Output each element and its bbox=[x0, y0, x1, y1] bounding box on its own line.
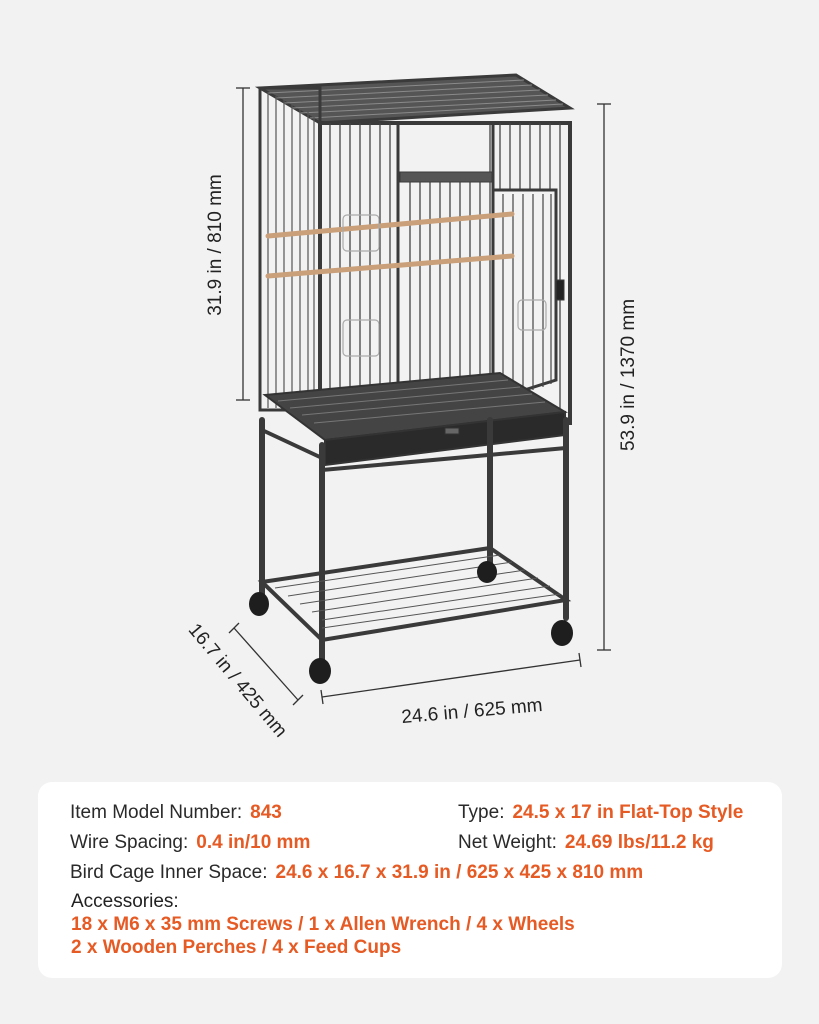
total-height-label: 53.9 in / 1370 mm bbox=[618, 298, 639, 452]
net-weight-value: 24.69 lbs/11.2 kg bbox=[564, 832, 714, 853]
inner-space-value: 24.6 x 16.7 x 31.9 in / 625 x 425 x 810 mm bbox=[275, 862, 644, 883]
wire-spacing-label: Wire Spacing: bbox=[70, 832, 189, 853]
wheels bbox=[249, 561, 573, 684]
inner-space-row bbox=[70, 862, 643, 884]
feed-cups bbox=[343, 215, 546, 356]
type-row bbox=[458, 802, 743, 824]
width-label: 24.6 in / 625 mm bbox=[400, 694, 544, 729]
wire-spacing-value: 0.4 in/10 mm bbox=[196, 832, 311, 853]
depth-label: 16.7 in / 425 mm bbox=[183, 619, 291, 742]
accessories-line: 2 x Wooden Perches / 4 x Feed Cups bbox=[71, 937, 402, 958]
cage-frame bbox=[260, 75, 570, 423]
net-weight-row bbox=[458, 832, 714, 854]
wire-spacing-row bbox=[70, 832, 310, 854]
spec-card bbox=[38, 782, 782, 978]
model-number-row bbox=[70, 802, 282, 824]
accessories-line: 18 x M6 x 35 mm Screws / 1 x Allen Wrench / 4 x Wheels bbox=[71, 914, 575, 935]
model-number-label: Item Model Number: bbox=[70, 802, 243, 823]
type-value: 24.5 x 17 in Flat-Top Style bbox=[512, 802, 744, 823]
inner-space-label: Bird Cage Inner Space: bbox=[70, 862, 268, 883]
cage-height-label: 31.9 in / 810 mm bbox=[205, 174, 226, 316]
net-weight-label: Net Weight: bbox=[458, 832, 557, 853]
accessories-label: Accessories: bbox=[71, 891, 179, 912]
bottom-shelf bbox=[262, 548, 566, 640]
model-number-value: 843 bbox=[250, 802, 282, 823]
type-label: Type: bbox=[458, 802, 505, 823]
